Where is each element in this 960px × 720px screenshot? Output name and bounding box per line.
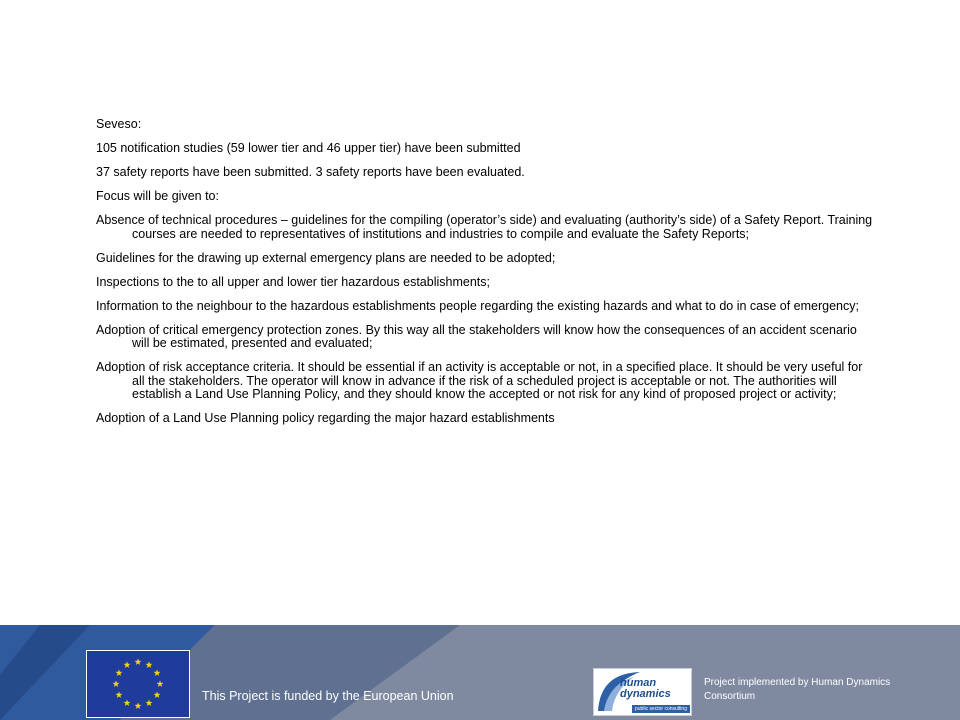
text-risk-acceptance: Adoption of risk acceptance criteria. It should be essential if an activity is acceptable or not, in a specified place. It should be very useful for all the stakeholders. The operator will know in advance if the risk of a scheduled project is acceptable or not. The authorities will establish a Land Use Planning Policy, and they should know the accepted or not risk for any kind of proposed project or activity; (96, 360, 863, 401)
eu-star-icon (154, 691, 161, 698)
text-information-neighbours: Information to the neighbour to the hazardous establishments people regarding the existing hazards and what to do in case of emergency; (96, 298, 859, 313)
human-dynamics-logo-icon (593, 668, 692, 716)
text-land-use-planning: Adoption of a Land Use Planning policy regarding the major hazard establishments (96, 411, 555, 425)
text-technical-procedures: Absence of technical procedures – guidelines for the compiling (operator’s side) and evaluating (authority’s side) of a Safety Report. Training courses are needed to representatives of institutions and industries to compile and evaluate the Safety Reports; (96, 213, 873, 241)
eu-star-icon (116, 669, 123, 676)
eu-star-icon (157, 680, 164, 687)
text-notification-studies: 105 notification studies (59 lower tier and 46 upper tier) have been submitted (96, 141, 521, 155)
eu-star-icon (135, 658, 142, 665)
eu-star-icon (146, 699, 153, 706)
text-protection-zones: Adoption of critical emergency protection zones. By this way all the stakeholders will know how the consequences of an accident scenario will be estimated, presented and evaluated; (96, 322, 857, 350)
consortium-text: Project implemented by Human Dynamics Consortium (704, 677, 891, 702)
footer-band (0, 625, 960, 720)
funded-by-eu-text: This Project is funded by the European Union (202, 689, 454, 703)
eu-star-icon (124, 661, 131, 668)
text-inspections: Inspections to the to all upper and lower tier hazardous establishments; (96, 274, 490, 289)
text-focus-heading: Focus will be given to: (96, 189, 219, 203)
eu-stars-icon (87, 651, 189, 717)
logo-line-dynamics: dynamics (620, 688, 671, 700)
eu-star-icon (154, 669, 161, 676)
logo-line-human: human (620, 677, 657, 689)
eu-star-icon (135, 702, 142, 709)
text-safety-reports: 37 safety reports have been submitted. 3 safety reports have been evaluated. (96, 165, 525, 179)
eu-star-icon (124, 699, 131, 706)
text-emergency-plans: Guidelines for the drawing up external emergency plans are needed to be adopted; (96, 250, 556, 265)
slide-body (96, 118, 876, 436)
logo-wordmark (620, 678, 671, 700)
eu-flag-icon (86, 650, 190, 718)
text-seveso-heading: Seveso: (96, 117, 142, 131)
eu-star-icon (113, 680, 120, 687)
logo-tagline: public sector consulting (632, 705, 690, 713)
eu-star-icon (146, 661, 153, 668)
eu-star-icon (116, 691, 123, 698)
